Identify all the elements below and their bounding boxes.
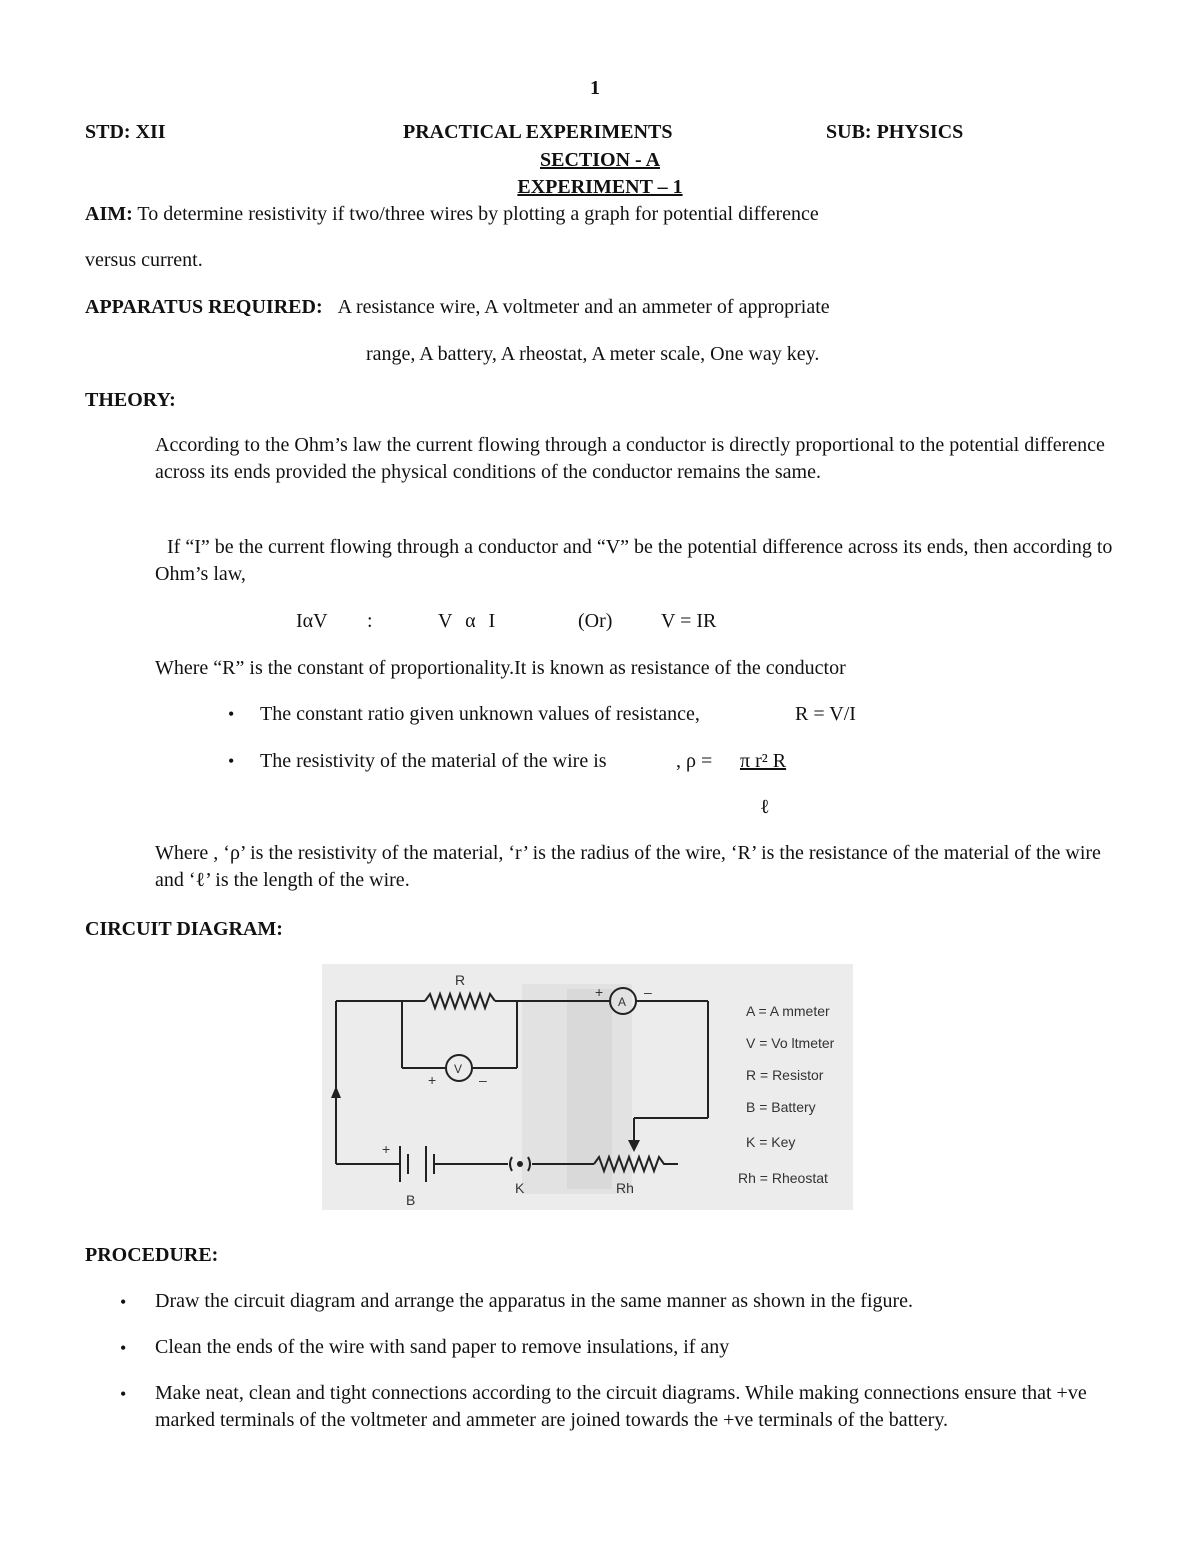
resistivity-numerator: π r² R [740,750,787,772]
label-k: K [515,1180,525,1196]
circuit-diagram-label: CIRCUIT DIAGRAM: [85,918,283,940]
procedure-bullet-dot: • [120,1292,127,1312]
theory-paragraph-4: Where , ‘ρ’ is the resistivity of the material, ‘r’ is the radius of the wire, ‘R’ is the resistance of the material of the wire and ‘ℓ’ is the length of the wire. [155,842,1101,891]
label-a-plus: + [595,984,604,1000]
doc-title: PRACTICAL EXPERIMENTS [403,121,673,143]
std-label: STD: XII [85,121,166,143]
procedure-label: PROCEDURE: [85,1244,219,1266]
label-a-minus: – [644,984,652,1000]
resistance-formula: R = V/I [795,703,856,725]
procedure-bullet-dot: • [120,1384,127,1404]
aim-text-2: versus current. [85,249,203,271]
apparatus-line-1 [85,293,830,321]
label-a: A [618,995,627,1009]
aim-line-1 [85,200,819,228]
section-heading: SECTION - A [539,149,661,171]
subject-label: SUB: PHYSICS [826,121,964,143]
label-v: V [454,1062,463,1076]
resistor-zigzag [425,994,495,1008]
circuit-diagram-svg [322,964,853,1210]
legend-voltmeter: V = Vo ltmeter [746,1035,835,1051]
procedure-item-1: Draw the circuit diagram and arrange the apparatus in the same manner as shown in the figure. [155,1290,914,1312]
theory-paragraph-3: Where “R” is the constant of proportionality.It is known as resistance of the conductor [155,657,846,679]
apparatus-text-1: A resistance wire, A voltmeter and an ammeter of appropriate [337,296,830,318]
apparatus-text-2: range, A battery, A rheostat, A meter scale, One way key. [366,343,820,365]
aim-text-1: To determine resistivity if two/three wires by plotting a graph for potential difference [137,203,819,225]
procedure-item-2: Clean the ends of the wire with sand paper to remove insulations, if any [155,1336,730,1358]
eq-proportional: IαV [296,610,328,632]
eq-ohms-law: V = IR [661,610,717,632]
eq-v-alpha-i: V α I [438,610,496,632]
label-r: R [455,972,466,988]
circuit-diagram [322,964,853,1210]
page-number: 1 [590,77,600,99]
theory-paragraph-1: According to the Ohm’s law the current flowing through a conductor is directly proportional to the potential difference across its ends provided the physical conditions of the conductor remains the same. [155,434,1105,483]
label-rh: Rh [616,1180,634,1196]
label-battery-plus: + [382,1141,391,1157]
eq-colon: : [367,610,373,632]
procedure-item-3: Make neat, clean and tight connections according to the circuit diagrams. While making connections ensure that +ve marked terminals of the voltmeter and ammeter are joined towards the +ve terminals of the battery. [155,1382,1087,1431]
resistivity-rho: , ρ = [676,750,713,772]
key-left-bracket [510,1157,512,1171]
theory-paragraph-2: If “I” be the current flowing through a conductor and “V” be the potential difference across its ends, then according to Ohm’s law, [155,536,1113,585]
procedure-bullet-dot: • [120,1338,127,1358]
legend-resistor: R = Resistor [746,1067,824,1083]
bullet-dot: • [228,704,235,724]
resistivity-denominator: ℓ [760,796,770,818]
theory-bullet-1: The constant ratio given unknown values of resistance, [260,703,700,725]
legend-battery: B = Battery [746,1099,816,1115]
legend-ammeter: A = A mmeter [746,1003,830,1019]
bullet-dot: • [228,751,235,771]
label-v-minus: – [479,1072,487,1088]
experiment-heading: EXPERIMENT – 1 [517,176,683,198]
key-dot [517,1161,523,1167]
legend-rheostat: Rh = Rheostat [738,1170,828,1186]
theory-label: THEORY: [85,389,176,411]
theory-bullet-2: The resistivity of the material of the wire is [260,750,607,772]
apparatus-label: APPARATUS REQUIRED: [85,296,323,318]
label-b: B [406,1192,416,1208]
eq-or: (Or) [578,610,613,632]
current-arrow-icon [331,1086,341,1098]
label-v-plus: + [428,1072,437,1088]
aim-label: AIM: [85,203,133,225]
legend-key: K = Key [746,1134,796,1150]
